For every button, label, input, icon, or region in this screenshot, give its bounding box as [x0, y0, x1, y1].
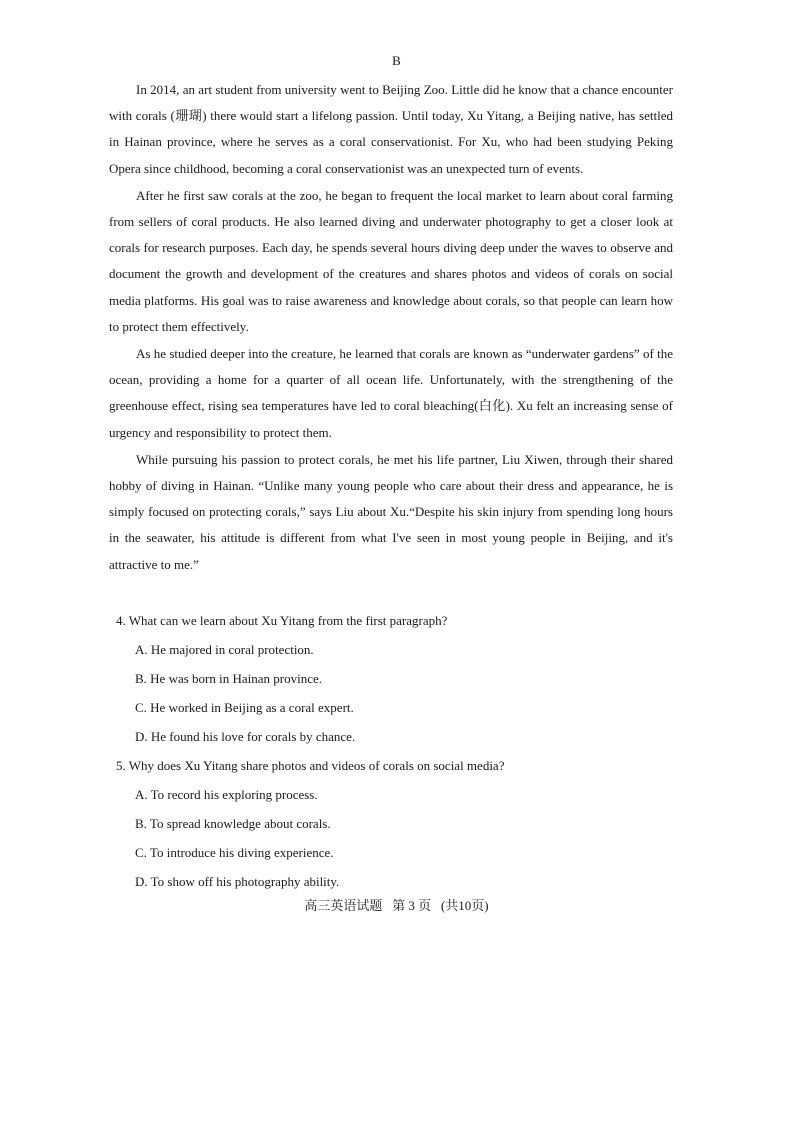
option-b: B. He was born in Hainan province. [135, 671, 323, 686]
option-a: A. He majored in coral protection. [135, 642, 314, 657]
section-label: B [392, 53, 401, 68]
passage-paragraph-4: While pursuing his passion to protect corals, he met his life partner, Liu Xiwen, through their shared hobby of diving in Hainan. “Unlike many young people who care about their dress and appearance, he is simply focused on protecting corals,” says Liu about Xu.“Despite his skin injury from spending long hours in the seawater, his attitude is different from what I've seen in most young people in Beijing, and it's attractive to me.” [109, 451, 673, 572]
question-5 [116, 751, 676, 896]
option-c: C. To introduce his diving experience. [135, 845, 334, 860]
passage-paragraph-1: In 2014, an art student from university went to Beijing Zoo. Little did he know that a chance encounter with corals (珊瑚) there would start a lifelong passion. Until today, Xu Yitang, a Beijing native, has settled in Hainan province, where he serves as a coral conservationist. For Xu, who had been studying Peking Opera since childhood, becoming a coral conservationist was an unexpected turn of events. [109, 82, 673, 176]
passage-paragraph-2: After he first saw corals at the zoo, he began to frequent the local market to learn about coral farming from sellers of coral products. He also learned diving and underwater photography to get a closer look at corals for research purposes. Each day, he spends several hours diving deep under the waves to observe and document the growth and development of the creatures and shares photos and videos of corals on social media platforms. His goal was to raise awareness and knowledge about corals, so that people can learn how to protect them effectively. [109, 187, 673, 334]
option-a: A. To record his exploring process. [135, 787, 318, 802]
question-list [116, 606, 676, 896]
footer-title: 高三英语试题 [304, 898, 383, 913]
question-stem: 5. Why does Xu Yitang share photos and videos of corals on social media? [116, 758, 505, 773]
question-4 [116, 606, 676, 751]
footer-total-pages: (共10页) [440, 898, 489, 913]
option-d: D. He found his love for corals by chance. [135, 729, 356, 744]
question-stem: 4. What can we learn about Xu Yitang from the first paragraph? [116, 613, 448, 628]
option-c: C. He worked in Beijing as a coral expert. [135, 700, 354, 715]
page-footer [0, 895, 793, 914]
option-d: D. To show off his photography ability. [135, 874, 340, 889]
option-b: B. To spread knowledge about corals. [135, 816, 331, 831]
reading-passage [109, 77, 673, 579]
footer-page-number: 第 3 页 [392, 898, 432, 913]
passage-paragraph-3: As he studied deeper into the creature, he learned that corals are known as “underwater gardens” of the ocean, providing a home for a quarter of all ocean life. Unfortunately, with the strengthening of the greenhouse effect, rising sea temperatures have led to coral bleaching(白化). Xu felt an increasing sense of urgency and responsibility to protect them. [109, 346, 673, 440]
